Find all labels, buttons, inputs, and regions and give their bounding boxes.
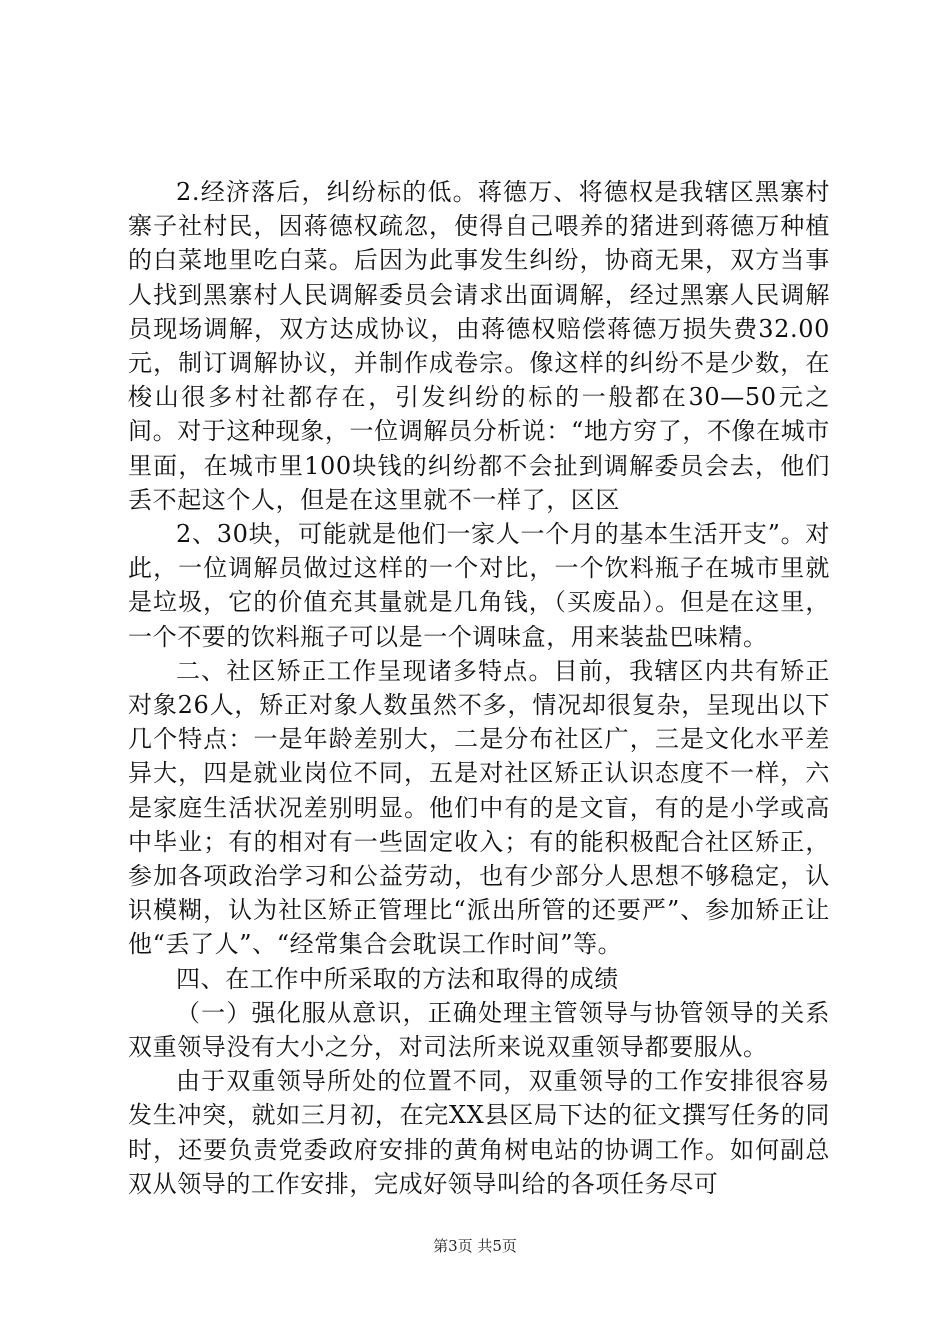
document-body (128, 175, 830, 1201)
paragraph-bottle-comparison: 2、30块，可能就是他们一家人一个月的基本生活开支”。对此，一位调解员做过这样的一个对比，一个饮料瓶子在城市里就是垃圾，它的价值充其量就是几角钱，（买废品）。但是在这里，一个不要的饮料瓶子可以是一个调味盒，用来装盐巴味精。 (128, 520, 830, 651)
paragraph-community-correction: 二、社区矫正工作呈现诸多特点。目前，我辖区内共有矫正对象26人，矫正对象人数虽然不多，情况却很复杂，呈现出以下几个特点：一是年龄差别大，二是分布社区广，三是文化水平差异大，四是就业岗位不同，五是对社区矫正认识态度不一样，六是家庭生活状况差别明显。他们中有的是文盲，有的是小学或高中毕业；有的相对有一些固定收入；有的能积极配合社区矫正，参加各项政治学习和公益劳动，也有少部分人思想不够稳定，认识模糊，认为社区矫正管理比“派出所管的还要严”、参加矫正让他“丢了人”、“经常集合会耽误工作时间”等。 (128, 656, 830, 959)
section-heading-methods: 四、在工作中所采取的方法和取得的成绩 (176, 964, 619, 993)
paragraph-obedience-awareness: （一）强化服从意识，正确处理主管领导与协管领导的关系双重领导没有大小之分，对司法所来说双重领导都要服从。 (128, 998, 830, 1062)
paragraph-economic-disputes: 2.经济落后，纠纷标的低。蒋德万、将德权是我辖区黑寨村寨子社村民，因蒋德权疏忽，使得自己喂养的猪进到蒋德万种植的白菜地里吃白菜。后因为此事发生纠纷，协商无果，双方当事人找到黑寨村人民调解委员会请求出面调解，经过黑寨人民调解员现场调解，双方达成协议，由蒋德权赔偿蒋德万损失费32.00元，制订调解协议，并制作成卷宗。像这样的纠纷不是少数，在梭山很多村社都存在，引发纠纷的标的一般都在30—50元之间。对于这种现象，一位调解员分析说：“地方穷了，不像在城市里面，在城市里100块钱的纠纷都不会扯到调解委员会去，他们丢不起这个人，但是在这里就不一样了，区区 (128, 178, 830, 514)
paragraph-dual-leadership: 由于双重领导所处的位置不同，双重领导的工作安排很容易发生冲突，就如三月初，在完XX县区局下达的征文撰写任务的同时，还要负责党委政府安排的黄角树电站的协调工作。如何副总双从领导的工作安排，完成好领导叫给的各项任务尽可 (128, 1067, 830, 1198)
page-footer: 第3页 共5页 (433, 1237, 517, 1255)
